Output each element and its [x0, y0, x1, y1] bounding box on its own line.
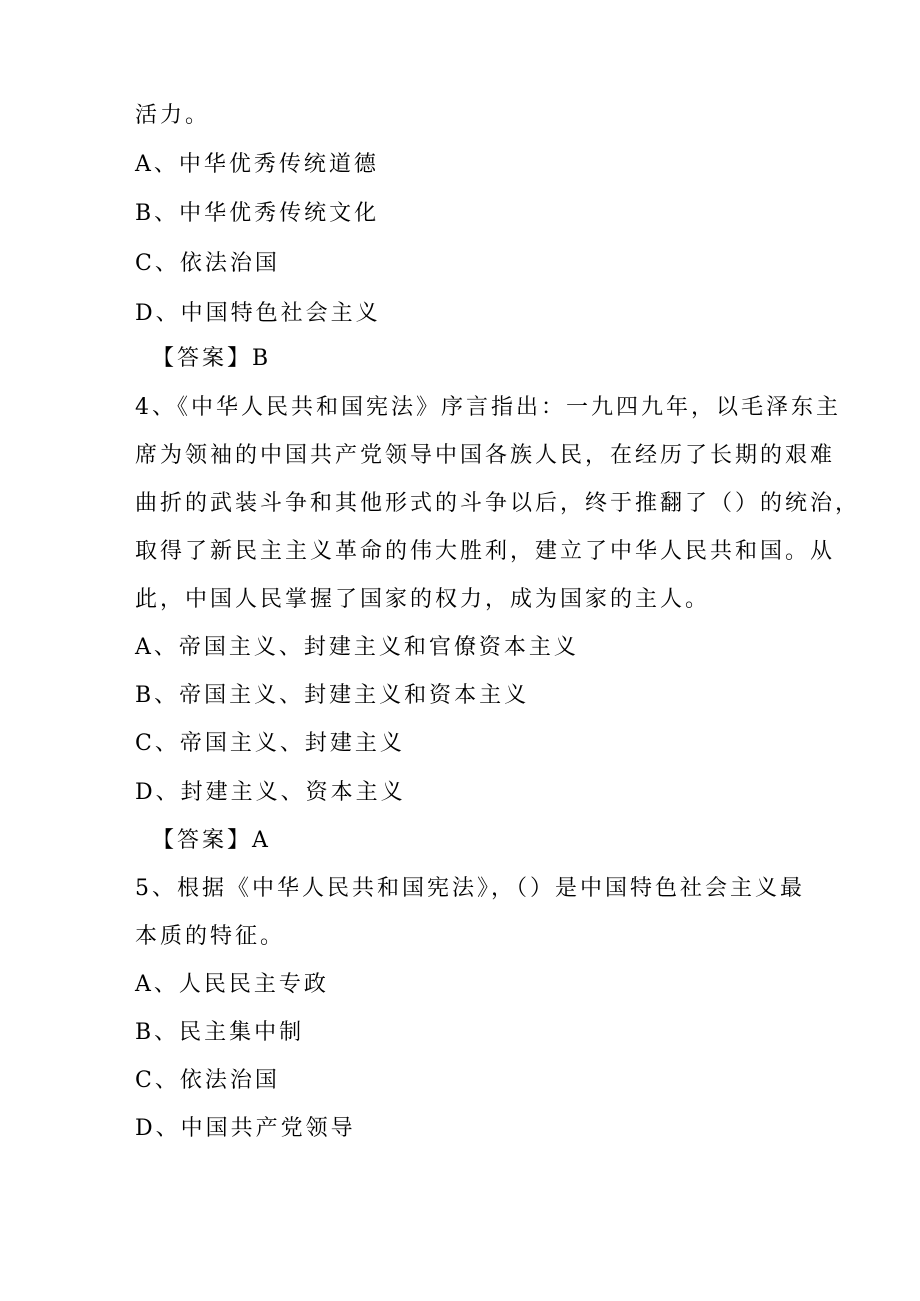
q4-stem-line-4: 取得了新民主主义革命的伟大胜利，建立了中华人民共和国。从	[135, 539, 836, 564]
q5-option-c: C、依法治国	[135, 1068, 280, 1093]
q3-answer: 【答案】B	[152, 346, 272, 371]
q4-stem-line-3: 曲折的武装斗争和其他形式的斗争以后，终于推翻了（）的统治，	[135, 491, 861, 516]
q5-option-d: D、中国共产党领导	[135, 1116, 356, 1141]
q5-option-b: B、民主集中制	[135, 1020, 305, 1045]
q5-stem-line-1: 5、根据《中华人民共和国宪法》，（）是中国特色社会主义最	[135, 876, 805, 901]
q4-answer: 【答案】A	[152, 828, 271, 853]
q4-stem-line-2: 席为领袖的中国共产党领导中国各族人民，在经历了长期的艰难	[135, 443, 836, 468]
q3-option-d: D、中国特色社会主义	[135, 301, 381, 326]
q4-option-a: A、帝国主义、封建主义和官僚资本主义	[135, 635, 579, 660]
q3-option-a: A、中华优秀传统道德	[135, 152, 379, 177]
q5-option-a: A、人民民主专政	[135, 972, 329, 997]
q3-option-b: B、中华优秀传统文化	[135, 201, 380, 226]
q5-stem-line-2: 本质的特征。	[135, 924, 286, 949]
q3-option-c: C、依法治国	[135, 251, 280, 276]
q4-stem-line-5: 此，中国人民掌握了国家的权力，成为国家的主人。	[135, 587, 711, 612]
q4-option-c: C、帝国主义、封建主义	[135, 731, 405, 756]
q4-stem-line-1: 4、《中华人民共和国宪法》序言指出：一九四九年，以毛泽东主	[135, 395, 841, 420]
q4-option-d: D、封建主义、资本主义	[135, 780, 406, 805]
q4-option-b: B、帝国主义、封建主义和资本主义	[135, 683, 530, 708]
q3-stem-tail: 活力。	[135, 103, 211, 128]
